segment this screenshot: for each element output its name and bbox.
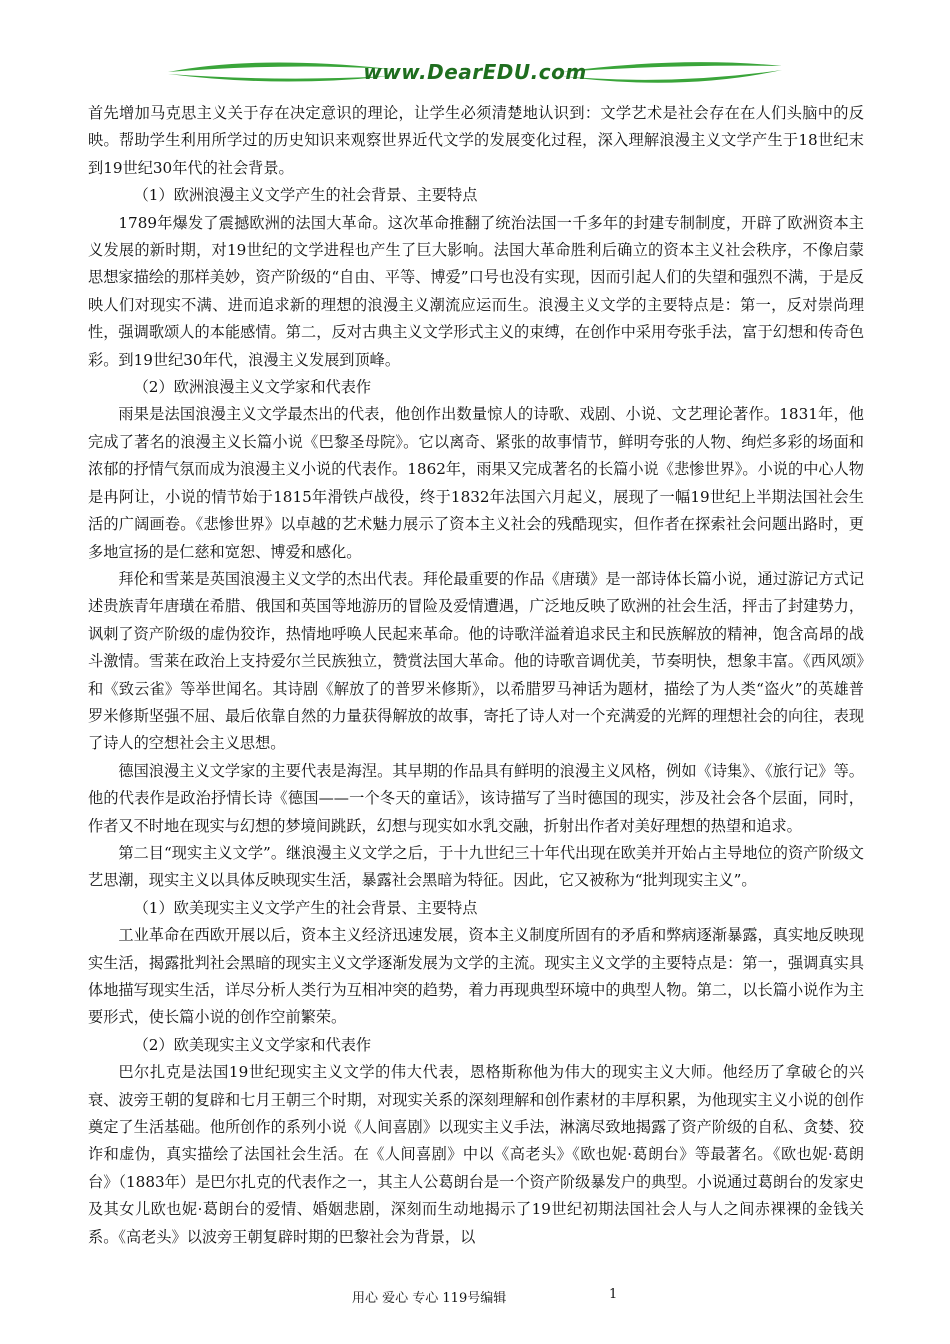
page-number: 1 xyxy=(609,1287,618,1302)
paragraph-balzac: 巴尔扎克是法国19世纪现实主义文学的伟大代表，恩格斯称他为伟大的现实主义大师。他经历了拿破仑的兴衰、波旁王朝的复辟和七月王朝三个时期，对现实关系的深刻理解和创作素材的丰厚积累，为他现实主义小说的创作奠定了生活基础。他所创作的系列小说《人间喜剧》以现实主义手法，淋漓尽致地揭露了资产阶级的自私、贪婪、狡诈和虚伪，真实描绘了法国社会生活。在《人间喜剧》中以《高老头》《欧也妮·葛朗台》等最著名。《欧也妮·葛朗台》（1883年）是巴尔扎克的代表作之一，其主人公葛朗台是一个资产阶级暴发户的典型。小说通过葛朗台的发家史及其女儿欧也妮·葛朗台的爱情、婚姻悲剧，深刻而生动地揭示了19世纪初期法国社会人与人之间赤裸裸的金钱关系。《高老头》以波旁王朝复辟时期的巴黎社会为背景，以 xyxy=(88,1063,864,1246)
paragraph-byron-shelley: 拜伦和雪莱是英国浪漫主义文学的杰出代表。拜伦最重要的作品《唐璜》是一部诗体长篇小说，通过游记方式记述贵族青年唐璜在希腊、俄国和英国等地游历的冒险及爱情遭遇，广泛地反映了欧洲的社会生活，抨击了封建势力，讽刺了资产阶级的虚伪狡诈，热情地呼唤人民起来革命。他的诗歌洋溢着追求民主和民族解放的精神，饱含高昂的战斗激情。雪莱在政治上支持爱尔兰民族独立，赞赏法国大革命。他的诗歌音调优美，节奏明快，想象丰富。《西风颂》和《致云雀》等举世闻名。其诗剧《解放了的普罗米修斯》，以希腊罗马神话为题材，描绘了为人类“盗火”的英雄普罗米修斯坚强不屈、最后依靠自然的力量获得解放的故事，寄托了诗人对一个充满爱的光辉的理想社会的向往，表现了诗人的空想社会主义思想。 xyxy=(88,569,864,753)
paragraph-industrial-revolution: 工业革命在西欧开展以后，资本主义经济迅速发展，资本主义制度所固有的矛盾和弊病逐渐暴露，真实地反映现实生活，揭露批判社会黑暗的现实主义文学逐渐发展为文学的主流。现实主义文学的主要特点是：第一，强调真实具体地描写现实生活，详尽分析人类行为互相冲突的趋势，着力再现典型环境中的典型人物。第二，以长篇小说作为主要形式，使长篇小说的创作空前繁荣。 xyxy=(88,926,864,1027)
subheading-romanticism-background: （1）欧洲浪漫主义文学产生的社会背景、主要特点 xyxy=(133,186,478,205)
footer-motto: 用心 爱心 专心 119号编辑 xyxy=(352,1291,507,1306)
subheading-romanticism-writers: （2）欧洲浪漫主义文学家和代表作 xyxy=(133,378,372,397)
subheading-realism-writers: （2）欧美现实主义文学家和代表作 xyxy=(133,1035,372,1054)
page-footer xyxy=(0,1287,950,1307)
site-logo-text: www.DearEDU.com xyxy=(363,60,587,84)
paragraph-intro: 首先增加马克思主义关于存在决定意识的理论，让学生必须清楚地认识到：文学艺术是社会存在在人们头脑中的反映。帮助学生利用所学过的历史知识来观察世界近代文学的发展变化过程，深入理解浪漫主义文学产生于18世纪末到19世纪30年代的社会背景。 xyxy=(88,104,864,177)
paragraph-hugo: 雨果是法国浪漫主义文学最杰出的代表，他创作出数量惊人的诗歌、戏剧、小说、文艺理论著作。1831年，他完成了著名的浪漫主义长篇小说《巴黎圣母院》。它以离奇、紧张的故事情节，鲜明夸张的人物、绚烂多彩的场面和浓郁的抒情气氛而成为浪漫主义小说的代表作。1862年，雨果又完成著名的长篇小说《悲惨世界》。小说的中心人物是冉阿让，小说的情节始于1815年滑铁卢战役，终于1832年法国六月起义，展现了一幅19世纪上半期法国社会生活的广阔画卷。《悲惨世界》以卓越的艺术魅力展示了资本主义社会的残酷现实，但作者在探索社会问题出路时，更多地宣扬的是仁慈和宽恕、博爱和感化。 xyxy=(88,405,864,561)
document-body xyxy=(88,100,864,1251)
paragraph-realism-intro: 第二目“现实主义文学”。继浪漫主义文学之后，于十九世纪三十年代出现在欧美并开始占主导地位的资产阶级文艺思潮，现实主义以具体反映现实生活，暴露社会黑暗为特征。因此，它又被称为“批判现实主义”。 xyxy=(88,843,864,890)
paragraph-heine: 德国浪漫主义文学家的主要代表是海涅。其早期的作品具有鲜明的浪漫主义风格，例如《诗集》、《旅行记》等。他的代表作是政治抒情长诗《德国——一个冬天的童话》，该诗描写了当时德国的现实，涉及社会各个层面，同时，作者又不时地在现实与幻想的梦境间跳跃，幻想与现实如水乳交融，折射出作者对美好理想的热望和追求。 xyxy=(88,761,864,835)
subheading-realism-background: （1）欧美现实主义文学产生的社会背景、主要特点 xyxy=(133,898,478,917)
page-header xyxy=(0,52,950,100)
paragraph-french-revolution: 1789年爆发了震撼欧洲的法国大革命。这次革命推翻了统治法国一千多年的封建专制制度，开辟了欧洲资本主义发展的新时期，对19世纪的文学进程也产生了巨大影响。法国大革命胜利后确立的资本主义社会秩序，不像启蒙思想家描绘的那样美妙，资产阶级的“自由、平等、博爱”口号也没有实现，因而引起人们的失望和强烈不满，于是反映人们对现实不满、进而追求新的理想的浪漫主义潮流应运而生。浪漫主义文学的主要特点是：第一，反对崇尚理性，强调歌颂人的本能感情。第二，反对古典主义文学形式主义的束缚，在创作中采用夸张手法，富于幻想和传奇色彩。到19世纪30年代，浪漫主义发展到顶峰。 xyxy=(88,213,864,369)
